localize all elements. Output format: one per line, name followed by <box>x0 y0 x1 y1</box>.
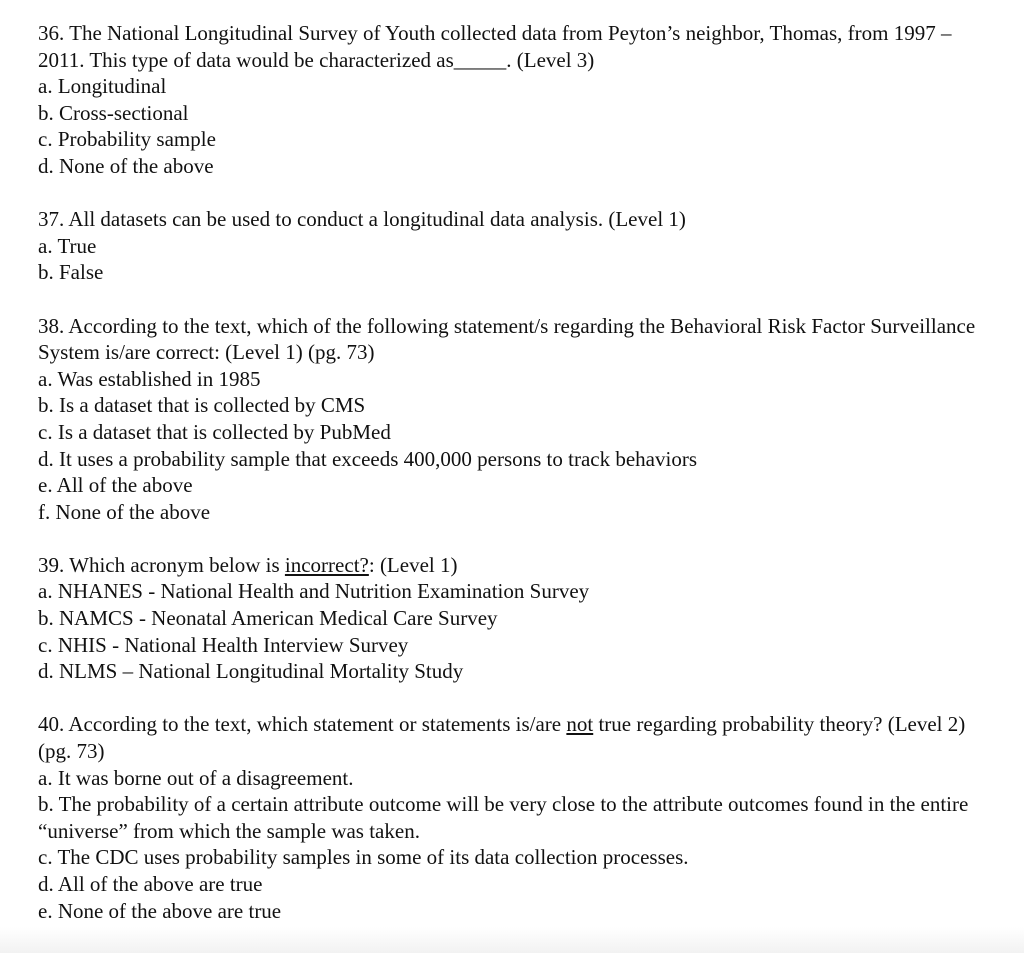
answer-option: b. NAMCS - Neonatal American Medical Care Survey <box>38 606 498 631</box>
stem-text: true regarding probability theory? (Level 2) (pg. 73) <box>38 712 966 764</box>
answer-option: d. It uses a probability sample that exceeds 400,000 persons to track behaviors <box>38 446 697 471</box>
answer-option: a. Was established in 1985 <box>38 366 261 391</box>
answer-option: c. The CDC uses probability samples in some of its data collection processes. <box>38 845 689 870</box>
answer-option: b. The probability of a certain attribute outcome will be very close to the attribute outcomes found in the entire “universe” from which the sample was taken. <box>38 792 969 843</box>
answer-option: b. Cross-sectional <box>38 100 189 125</box>
underlined-word: incorrect? <box>284 552 369 577</box>
answer-option: d. NLMS – National Longitudinal Mortality Study <box>38 659 464 684</box>
answer-option: a. Longitudinal <box>38 74 167 99</box>
answer-option: c. NHIS - National Health Interview Survey <box>38 632 409 657</box>
question-39 <box>38 552 998 685</box>
answer-option: f. None of the above <box>38 499 211 524</box>
answer-option: d. None of the above <box>38 153 214 178</box>
question-stem: 37. All datasets can be used to conduct a longitudinal data analysis. (Level 1) <box>38 207 686 232</box>
answer-option: a. NHANES - National Health and Nutrition Examination Survey <box>38 579 590 604</box>
question-37 <box>38 206 998 286</box>
question-40 <box>38 711 998 924</box>
underlined-word: not <box>566 712 594 737</box>
question-38 <box>38 313 998 526</box>
answer-option: a. True <box>38 233 97 258</box>
answer-option: e. None of the above are true <box>38 898 282 923</box>
answer-option: a. It was borne out of a disagreement. <box>38 765 354 790</box>
answer-option: b. False <box>38 260 104 285</box>
question-stem: 38. According to the text, which of the following statement/s regarding the Behavioral Risk Factor Surveillance System is/are correct: (Level 1) (pg. 73) <box>38 313 976 365</box>
question-36 <box>38 20 998 180</box>
question-stem <box>38 711 998 764</box>
answer-option: d. All of the above are true <box>38 872 263 896</box>
stem-text: : (Level 1) <box>368 552 458 577</box>
answer-option: b. Is a dataset that is collected by CMS <box>38 393 366 418</box>
answer-option: c. Is a dataset that is collected by PubMed <box>38 419 391 444</box>
page-bottom-shadow <box>0 927 1024 953</box>
stem-text: 39. Which acronym below is <box>38 552 285 577</box>
answer-option: c. Probability sample <box>38 127 216 152</box>
question-stem: 36. The National Longitudinal Survey of Youth collected data from Peyton’s neighbor, Thomas, from 1997 – 2011. This type of data would be characterized as_____. (Level 3) <box>38 21 952 72</box>
question-stem <box>38 552 998 579</box>
quiz-document <box>38 20 998 924</box>
answer-option: e. All of the above <box>38 473 193 498</box>
stem-text: 40. According to the text, which statement or statements is/are <box>38 712 567 737</box>
